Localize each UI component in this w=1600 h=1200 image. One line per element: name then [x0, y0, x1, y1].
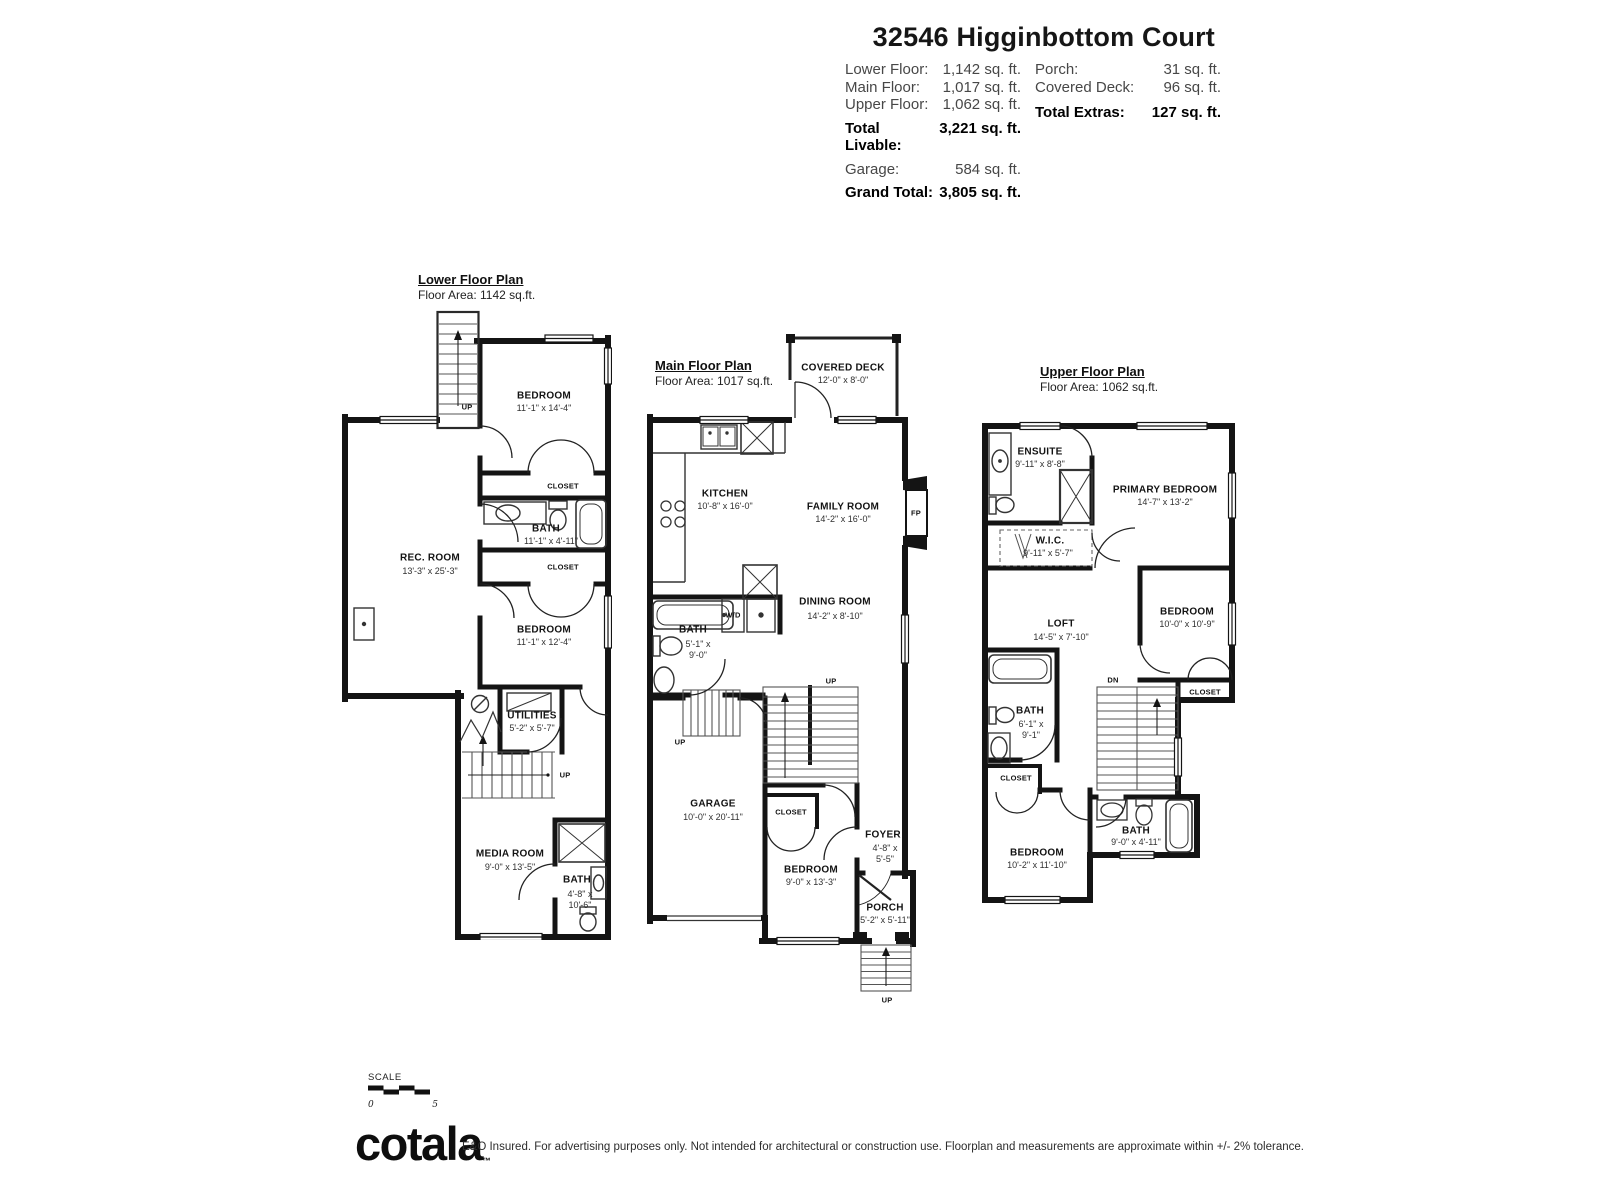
room-label-main-bedroom: BEDROOM [784, 864, 838, 876]
up-label: UP [825, 676, 837, 686]
room-dims-bedroom: 11'-1" x 14'-4" [516, 403, 572, 413]
cotala-logo: cotala™ [355, 1117, 491, 1170]
trademark-symbol: ™ [481, 1156, 491, 1166]
room-label-porch: PORCH [866, 902, 904, 914]
stat-total-extras: Total Extras: 127 sq. ft. [1035, 104, 1221, 121]
room-label-media-room: MEDIA ROOM [475, 848, 545, 860]
page-title: 32546 Higginbottom Court [872, 22, 1215, 52]
closet-label: CLOSET [547, 562, 579, 572]
room-dims-primary-bedroom: 14'-7" x 13'-2" [1137, 497, 1193, 507]
scale-start: 0 [368, 1100, 374, 1110]
room-label-ensuite: ENSUITE [1017, 446, 1063, 458]
scale-ends [368, 1100, 438, 1110]
room-label-garage: GARAGE [690, 798, 736, 810]
room-label-bedroom2: BEDROOM [517, 624, 571, 636]
room-label-family-room: FAMILY ROOM [806, 501, 880, 513]
room-dims-family-room: 14'-2" x 16'-0" [815, 514, 871, 524]
lower-floor-title: Lower Floor Plan [418, 272, 524, 287]
closet-label: CLOSET [775, 807, 807, 817]
room-label-loft: LOFT [1047, 618, 1075, 630]
main-floor-area: Floor Area: 1017 sq.ft. [655, 374, 774, 388]
room-dims-dining-room: 14'-2" x 8'-10" [807, 611, 863, 621]
upper-floor-plan [960, 408, 1245, 908]
area-stats-left [845, 61, 1021, 202]
deck-door [792, 382, 834, 424]
room-label-wic: W.I.C. [1035, 535, 1065, 547]
main-floor-plan [645, 330, 935, 1010]
up-label: UP [674, 737, 686, 747]
room-label-bedroom2: BEDROOM [1160, 606, 1214, 618]
dn-label: DN [1107, 675, 1119, 685]
room-label-dining-room: DINING ROOM [799, 596, 871, 608]
room-dims-porch: 5'-2" x 5'-11" [860, 915, 910, 925]
closet-label: CLOSET [1000, 773, 1032, 783]
room-dims-rec-room: 13'-3" x 25'-3" [402, 566, 458, 576]
upper-floor-title: Upper Floor Plan [1040, 364, 1145, 379]
upper-floor-area: Floor Area: 1062 sq.ft. [1040, 380, 1159, 394]
room-label-foyer: FOYER [865, 829, 901, 841]
room-dims-main-bath: 5'-1" x 9'-0" [685, 639, 711, 660]
garage-door [667, 913, 761, 923]
closet-label: CLOSET [547, 481, 579, 491]
up-label: UP [461, 402, 473, 412]
room-label-covered-deck: COVERED DECK [801, 362, 885, 374]
room-label-upper-bath: BATH [1015, 705, 1045, 717]
up-label: UP [559, 770, 571, 780]
lower-floor-plan [340, 308, 612, 940]
footer-disclaimer: E&O Insured. For advertising purposes only. Not intended for architectural or construction use. Floorplan and measurements are approximate within +/- 2% tolerance. [462, 1141, 1304, 1153]
upper-stairs [1097, 687, 1178, 790]
stat-upper-floor: Upper Floor: 1,062 sq. ft. [845, 96, 1021, 113]
up-label: UP [881, 995, 893, 1005]
stat-covered-deck: Covered Deck: 96 sq. ft. [1035, 78, 1221, 96]
room-label-utilities: UTILITIES [507, 710, 557, 722]
lower-floor-area: Floor Area: 1142 sq.ft. [418, 288, 536, 302]
room-label-rec-room: REC. ROOM [399, 552, 461, 564]
closet-label: CLOSET [1189, 687, 1221, 697]
scale-indicator [368, 1072, 438, 1110]
main-exterior-walls [650, 417, 913, 944]
room-label-kitchen: KITCHEN [701, 488, 749, 500]
room-label-bedroom3: BEDROOM [1010, 847, 1064, 859]
room-label-main-bath: BATH [678, 624, 708, 636]
stat-porch: Porch: 31 sq. ft. [1035, 61, 1221, 78]
upper-floor-drawing [960, 408, 1245, 908]
wd-label: W/D [725, 610, 741, 620]
room-dims-bath: 11'-1" x 4'-11" [523, 536, 579, 546]
upper-exterior-walls [985, 426, 1232, 900]
room-dims-wic: 9'-11" x 5'-7" [1023, 548, 1073, 558]
room-label-bedroom: BEDROOM [517, 390, 571, 402]
room-dims-loft: 14'-5" x 7'-10" [1033, 632, 1089, 642]
room-dims-media-room: 9'-0" x 13'-5" [484, 862, 536, 872]
room-dims-utilities: 5'-2" x 5'-7" [509, 723, 555, 733]
room-dims-covered-deck: 12'-0" x 8'-0" [817, 375, 869, 385]
scale-end: 5 [432, 1100, 438, 1110]
stat-grand-total: Grand Total: 3,805 sq. ft. [845, 184, 1021, 201]
fp-label: FP [911, 508, 921, 518]
room-label-bath2: BATH [562, 874, 592, 886]
main-floor-title: Main Floor Plan [655, 358, 752, 373]
scale-label: SCALE [368, 1072, 402, 1083]
stat-total-livable: Total Livable: 3,221 sq. ft. [845, 119, 1021, 154]
room-dims-main-bedroom: 9'-0" x 13'-3" [785, 877, 837, 887]
room-dims-bath2: 4'-8" x 10'-6" [567, 889, 593, 910]
stat-garage: Garage: 584 sq. ft. [845, 160, 1021, 178]
room-dims-upper-bath: 6'-1" x 9'-1" [1018, 719, 1044, 740]
room-dims-bedroom2: 10'-0" x 10'-9" [1159, 619, 1215, 629]
area-stats-right [1035, 61, 1221, 122]
room-dims-bedroom3: 10'-2" x 11'-10" [1007, 860, 1067, 870]
room-label-bath: BATH [531, 523, 561, 535]
room-label-primary-bedroom: PRIMARY BEDROOM [1112, 484, 1218, 496]
room-dims-bedroom2: 11'-1" x 12'-4" [516, 637, 572, 647]
room-dims-ensuite: 9'-11" x 8'-8" [1015, 459, 1065, 469]
stat-main-floor: Main Floor: 1,017 sq. ft. [845, 78, 1021, 96]
room-dims-bath2: 9'-0" x 4'-11" [1111, 837, 1161, 847]
room-dims-garage: 10'-0" x 20'-11" [683, 812, 743, 822]
room-dims-kitchen: 10'-8" x 16'-0" [697, 501, 753, 511]
room-label-bath2: BATH [1121, 825, 1151, 837]
stat-lower-floor: Lower Floor: 1,142 sq. ft. [845, 61, 1021, 78]
room-dims-foyer: 4'-8" x 5'-5" [872, 843, 898, 864]
scale-bar [368, 1084, 430, 1096]
